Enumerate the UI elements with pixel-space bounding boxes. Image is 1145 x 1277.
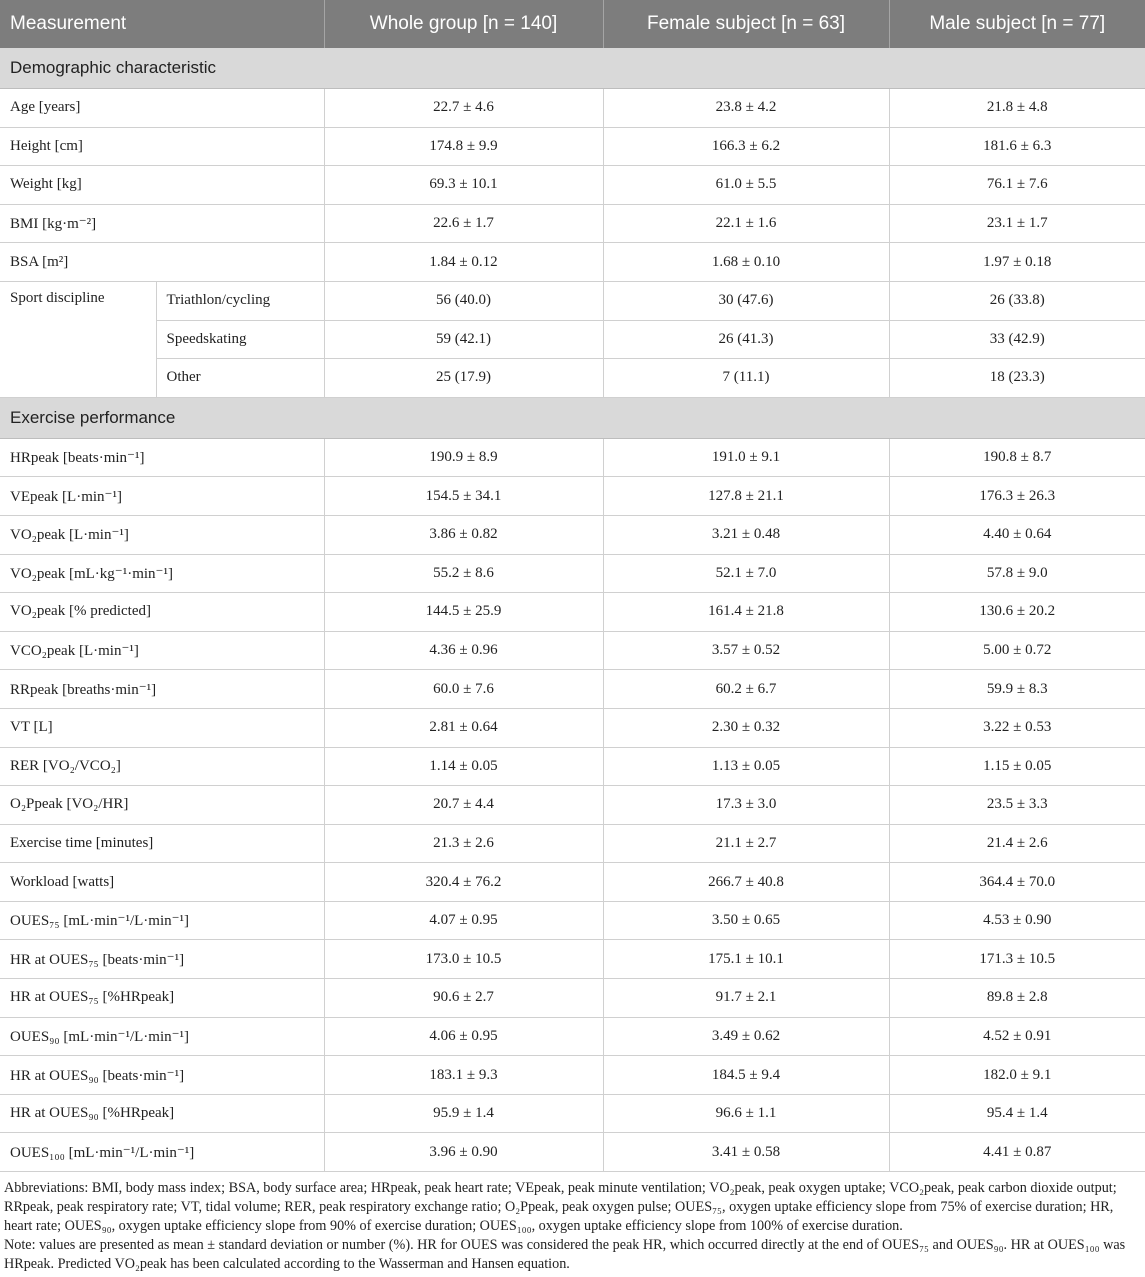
female-value: 23.8 ± 4.2	[603, 89, 889, 128]
female-value: 7 (11.1)	[603, 359, 889, 398]
whole-group-value: 59 (42.1)	[324, 320, 603, 359]
female-value: 3.57 ± 0.52	[603, 631, 889, 670]
male-value: 57.8 ± 9.0	[889, 554, 1145, 593]
row-label: Weight [kg]	[0, 166, 324, 205]
table-row	[0, 554, 1145, 593]
male-value: 33 (42.9)	[889, 320, 1145, 359]
section-title: Exercise performance	[0, 397, 1145, 438]
female-value: 127.8 ± 21.1	[603, 477, 889, 516]
whole-group-value: 154.5 ± 34.1	[324, 477, 603, 516]
male-value: 21.4 ± 2.6	[889, 824, 1145, 863]
table-row	[0, 127, 1145, 166]
table-row	[0, 1056, 1145, 1095]
whole-group-value: 173.0 ± 10.5	[324, 940, 603, 979]
female-value: 91.7 ± 2.1	[603, 979, 889, 1018]
whole-group-value: 56 (40.0)	[324, 281, 603, 320]
row-label: Exercise time [minutes]	[0, 824, 324, 863]
table-row	[0, 747, 1145, 786]
male-value: 181.6 ± 6.3	[889, 127, 1145, 166]
male-value: 26 (33.8)	[889, 281, 1145, 320]
table-row	[0, 281, 1145, 320]
row-label: Age [years]	[0, 89, 324, 128]
table-row	[0, 670, 1145, 709]
table-row	[0, 204, 1145, 243]
row-label: OUES₇₅ [mL·min⁻¹/L·min⁻¹]	[0, 901, 324, 940]
sport-category-label: Speedskating	[156, 320, 324, 359]
table-row	[0, 940, 1145, 979]
female-value: 2.30 ± 0.32	[603, 708, 889, 747]
row-label: RRpeak [breaths·min⁻¹]	[0, 670, 324, 709]
whole-group-value: 22.6 ± 1.7	[324, 204, 603, 243]
female-value: 60.2 ± 6.7	[603, 670, 889, 709]
table-row	[0, 863, 1145, 902]
female-value: 30 (47.6)	[603, 281, 889, 320]
table-row	[0, 166, 1145, 205]
male-value: 4.53 ± 0.90	[889, 901, 1145, 940]
whole-group-value: 25 (17.9)	[324, 359, 603, 398]
row-label: HR at OUES₇₅ [%HRpeak]	[0, 979, 324, 1018]
whole-group-value: 3.96 ± 0.90	[324, 1133, 603, 1172]
female-value: 52.1 ± 7.0	[603, 554, 889, 593]
row-label: HR at OUES₉₀ [%HRpeak]	[0, 1094, 324, 1133]
female-value: 184.5 ± 9.4	[603, 1056, 889, 1095]
whole-group-value: 90.6 ± 2.7	[324, 979, 603, 1018]
row-label: OUES₉₀ [mL·min⁻¹/L·min⁻¹]	[0, 1017, 324, 1056]
table-row	[0, 979, 1145, 1018]
row-label: O₂Ppeak [VO₂/HR]	[0, 786, 324, 825]
male-value: 190.8 ± 8.7	[889, 438, 1145, 477]
row-label: VEpeak [L·min⁻¹]	[0, 477, 324, 516]
row-label: VT [L]	[0, 708, 324, 747]
header-female: Female subject [n = 63]	[603, 0, 889, 48]
table-row	[0, 708, 1145, 747]
male-value: 4.40 ± 0.64	[889, 515, 1145, 554]
male-value: 5.00 ± 0.72	[889, 631, 1145, 670]
whole-group-value: 22.7 ± 4.6	[324, 89, 603, 128]
table-row	[0, 1017, 1145, 1056]
male-value: 176.3 ± 26.3	[889, 477, 1145, 516]
female-value: 3.49 ± 0.62	[603, 1017, 889, 1056]
table-row	[0, 1133, 1145, 1172]
table-row	[0, 438, 1145, 477]
table-notes	[0, 1172, 1145, 1274]
female-value: 3.21 ± 0.48	[603, 515, 889, 554]
female-value: 1.68 ± 0.10	[603, 243, 889, 282]
row-label: BSA [m²]	[0, 243, 324, 282]
female-value: 61.0 ± 5.5	[603, 166, 889, 205]
table-row	[0, 631, 1145, 670]
female-value: 175.1 ± 10.1	[603, 940, 889, 979]
female-value: 26 (41.3)	[603, 320, 889, 359]
male-value: 182.0 ± 9.1	[889, 1056, 1145, 1095]
header-measurement: Measurement	[0, 0, 324, 48]
values-note: Note: values are presented as mean ± standard deviation or number (%). HR for OUES was considered the peak HR, which occurred directly at the end of OUES₇₅ and OUES₉₀. HR at OUES₁₀₀ was HRpeak. Predicted VO₂peak has been calculated according to the Wasserman and Hansen equation.	[4, 1237, 1126, 1273]
whole-group-value: 4.06 ± 0.95	[324, 1017, 603, 1056]
table-row	[0, 1094, 1145, 1133]
whole-group-value: 55.2 ± 8.6	[324, 554, 603, 593]
male-value: 76.1 ± 7.6	[889, 166, 1145, 205]
whole-group-value: 69.3 ± 10.1	[324, 166, 603, 205]
sport-category-label: Other	[156, 359, 324, 398]
table-row	[0, 786, 1145, 825]
row-label: HR at OUES₇₅ [beats·min⁻¹]	[0, 940, 324, 979]
row-label: VO₂peak [% predicted]	[0, 593, 324, 632]
table-row	[0, 824, 1145, 863]
female-value: 3.41 ± 0.58	[603, 1133, 889, 1172]
whole-group-value: 60.0 ± 7.6	[324, 670, 603, 709]
whole-group-value: 21.3 ± 2.6	[324, 824, 603, 863]
female-value: 21.1 ± 2.7	[603, 824, 889, 863]
male-value: 4.41 ± 0.87	[889, 1133, 1145, 1172]
female-value: 166.3 ± 6.2	[603, 127, 889, 166]
female-value: 3.50 ± 0.65	[603, 901, 889, 940]
whole-group-value: 3.86 ± 0.82	[324, 515, 603, 554]
female-value: 17.3 ± 3.0	[603, 786, 889, 825]
header-male: Male subject [n = 77]	[889, 0, 1145, 48]
sport-category-label: Triathlon/cycling	[156, 281, 324, 320]
male-value: 4.52 ± 0.91	[889, 1017, 1145, 1056]
row-label: OUES₁₀₀ [mL·min⁻¹/L·min⁻¹]	[0, 1133, 324, 1172]
female-value: 1.13 ± 0.05	[603, 747, 889, 786]
male-value: 130.6 ± 20.2	[889, 593, 1145, 632]
female-value: 22.1 ± 1.6	[603, 204, 889, 243]
row-label: VO₂peak [mL·kg⁻¹·min⁻¹]	[0, 554, 324, 593]
row-label: HRpeak [beats·min⁻¹]	[0, 438, 324, 477]
table-row	[0, 593, 1145, 632]
male-value: 95.4 ± 1.4	[889, 1094, 1145, 1133]
row-label: RER [VO₂/VCO₂]	[0, 747, 324, 786]
male-value: 171.3 ± 10.5	[889, 940, 1145, 979]
female-value: 161.4 ± 21.8	[603, 593, 889, 632]
male-value: 18 (23.3)	[889, 359, 1145, 398]
row-label: VCO₂peak [L·min⁻¹]	[0, 631, 324, 670]
table-row	[0, 320, 1145, 359]
whole-group-value: 1.84 ± 0.12	[324, 243, 603, 282]
row-label: Workload [watts]	[0, 863, 324, 902]
female-value: 266.7 ± 40.8	[603, 863, 889, 902]
whole-group-value: 20.7 ± 4.4	[324, 786, 603, 825]
sport-discipline-label: Sport discipline	[0, 281, 156, 397]
whole-group-value: 320.4 ± 76.2	[324, 863, 603, 902]
table-row	[0, 477, 1145, 516]
whole-group-value: 144.5 ± 25.9	[324, 593, 603, 632]
male-value: 364.4 ± 70.0	[889, 863, 1145, 902]
male-value: 1.97 ± 0.18	[889, 243, 1145, 282]
female-value: 191.0 ± 9.1	[603, 438, 889, 477]
row-label: HR at OUES₉₀ [beats·min⁻¹]	[0, 1056, 324, 1095]
whole-group-value: 4.36 ± 0.96	[324, 631, 603, 670]
section-demographic	[0, 48, 1145, 89]
table-row	[0, 515, 1145, 554]
row-label: VO₂peak [L·min⁻¹]	[0, 515, 324, 554]
section-exercise	[0, 397, 1145, 438]
female-value: 96.6 ± 1.1	[603, 1094, 889, 1133]
male-value: 59.9 ± 8.3	[889, 670, 1145, 709]
row-label: BMI [kg·m⁻²]	[0, 204, 324, 243]
table-row	[0, 89, 1145, 128]
section-title: Demographic characteristic	[0, 48, 1145, 89]
whole-group-value: 174.8 ± 9.9	[324, 127, 603, 166]
whole-group-value: 190.9 ± 8.9	[324, 438, 603, 477]
abbreviations-note: Abbreviations: BMI, body mass index; BSA, body surface area; HRpeak, peak heart rate; VEpeak, peak minute ventilation; VO₂peak, peak oxygen uptake; VCO₂peak, peak carbon dioxide output; RRpeak, peak respiratory rate; VT, tidal volume; RER, peak respiratory exchange ratio; O₂Ppeak, peak oxygen pulse; OUES₇₅, oxygen uptake efficiency slope from 75% of exercise duration; HR, heart rate; OUES₉₀, oxygen uptake efficiency slope from 90% of exercise duration; OUES₁₀₀, oxygen uptake efficiency slope from 100% of exercise duration.	[4, 1180, 1117, 1235]
whole-group-value: 4.07 ± 0.95	[324, 901, 603, 940]
header-whole-group: Whole group [n = 140]	[324, 0, 603, 48]
header-row	[0, 0, 1145, 48]
male-value: 3.22 ± 0.53	[889, 708, 1145, 747]
whole-group-value: 95.9 ± 1.4	[324, 1094, 603, 1133]
male-value: 23.1 ± 1.7	[889, 204, 1145, 243]
table-row	[0, 901, 1145, 940]
whole-group-value: 1.14 ± 0.05	[324, 747, 603, 786]
table-row	[0, 359, 1145, 398]
male-value: 23.5 ± 3.3	[889, 786, 1145, 825]
table-row	[0, 243, 1145, 282]
whole-group-value: 183.1 ± 9.3	[324, 1056, 603, 1095]
row-label: Height [cm]	[0, 127, 324, 166]
male-value: 1.15 ± 0.05	[889, 747, 1145, 786]
whole-group-value: 2.81 ± 0.64	[324, 708, 603, 747]
male-value: 89.8 ± 2.8	[889, 979, 1145, 1018]
male-value: 21.8 ± 4.8	[889, 89, 1145, 128]
